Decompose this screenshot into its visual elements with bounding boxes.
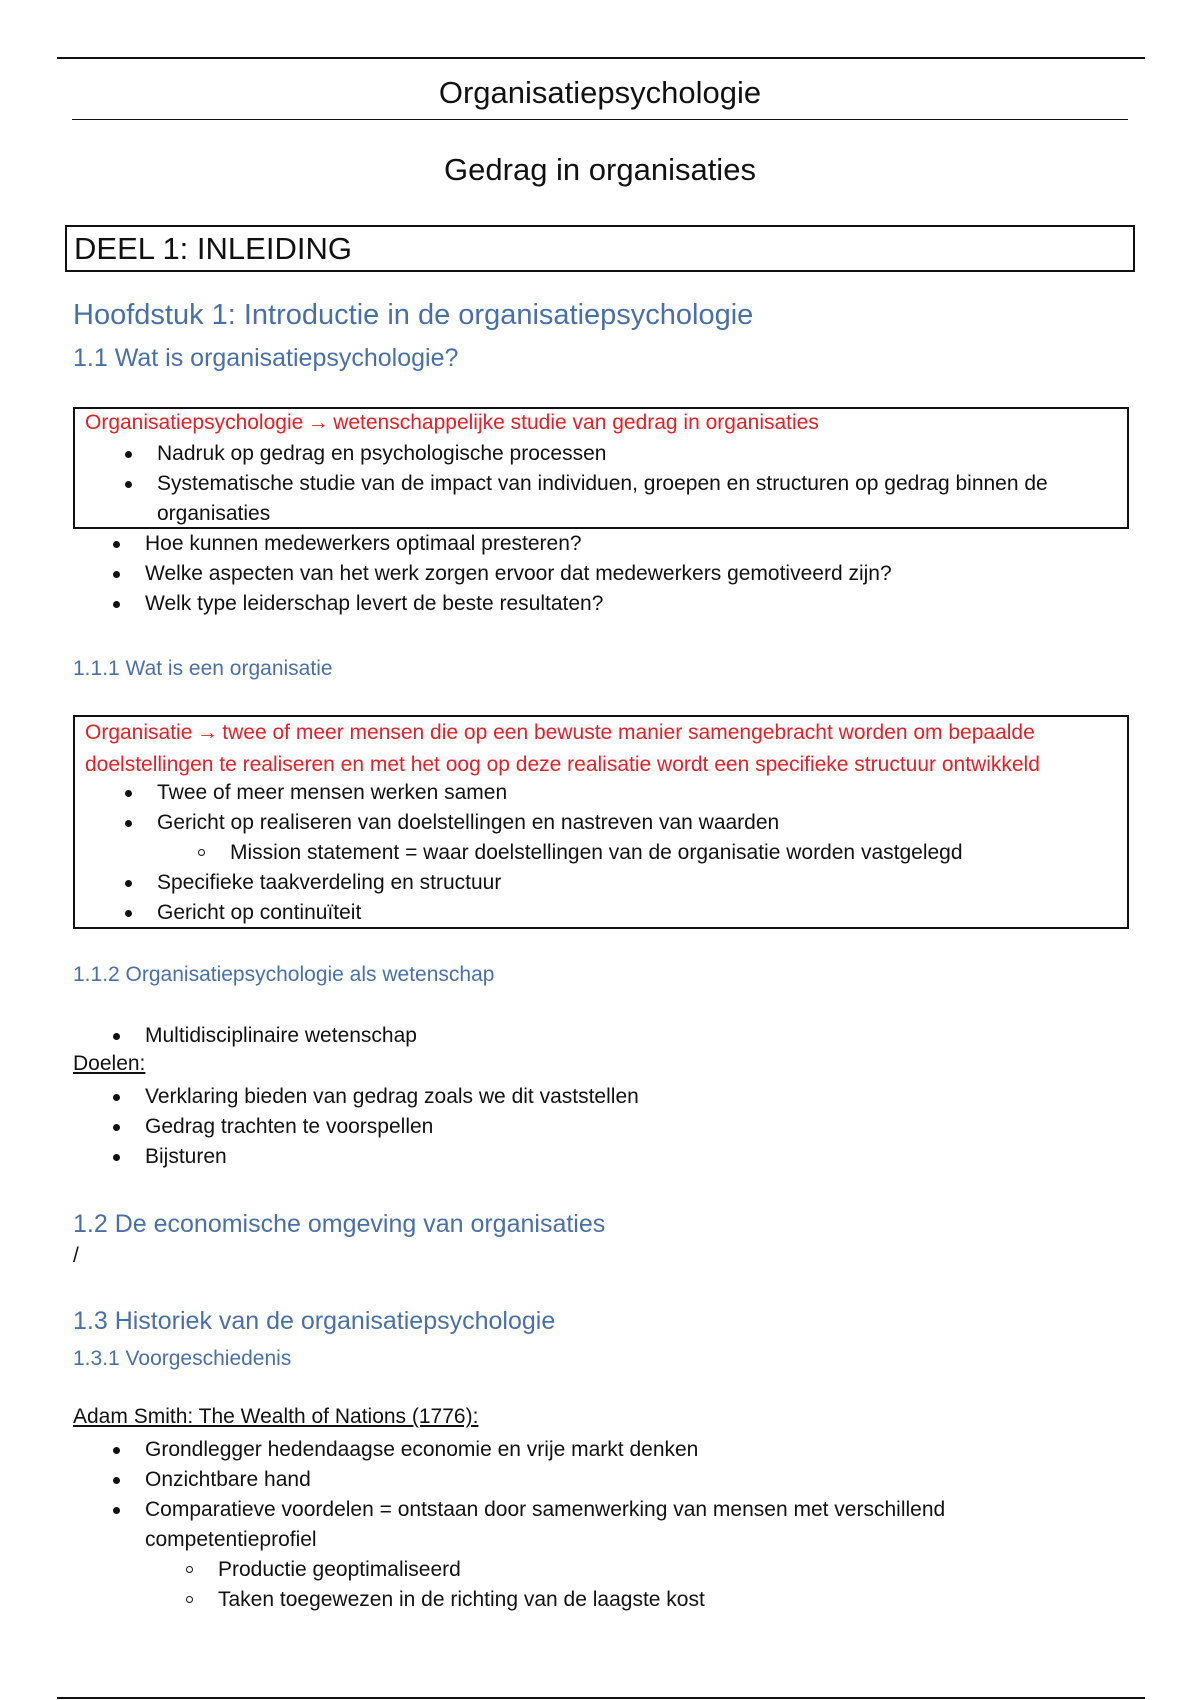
list-item: Multidisciplinaire wetenschap — [73, 1021, 1129, 1051]
arrow-icon: → — [307, 411, 329, 434]
sub-list-item: Productie geoptimaliseerd — [73, 1555, 1033, 1585]
section-1-3-title: 1.3 Historiek van de organisatiepsychologie — [73, 1307, 556, 1335]
definition-term: Organisatiepsychologie — [85, 411, 304, 434]
list-item: Verklaring bieden van gedrag zoals we dit vaststellen — [73, 1082, 1129, 1112]
sub-list-item: Taken toegewezen in de richting van de laagste kost — [73, 1585, 1033, 1615]
section-1-2-content: / — [73, 1244, 79, 1267]
part-heading: DEEL 1: INLEIDING — [65, 225, 1135, 272]
definition-line — [85, 411, 819, 435]
list-item: Welk type leiderschap levert de beste resultaten? — [73, 589, 1129, 619]
section-1-1-1-title: 1.1.1 Wat is een organisatie — [73, 657, 333, 680]
arrow-icon: → — [196, 721, 218, 744]
list-item: Gericht op realiseren van doelstellingen en nastreven van waarden — [75, 808, 1125, 838]
science-list — [73, 1021, 1129, 1051]
definition-box-organisatiepsychologie — [73, 407, 1129, 529]
definition-text: twee of meer mensen die op een bewuste manier samengebracht worden om bepaalde doelstellingen te realiseren en met het oog op deze realisatie wordt een specifieke structuur ontwikkeld — [85, 721, 1040, 776]
definition-text: wetenschappelijke studie van gedrag in organisaties — [333, 411, 819, 434]
adam-smith-label: Adam Smith: The Wealth of Nations (1776): — [73, 1405, 479, 1428]
section-1-3-1-title: 1.3.1 Voorgeschiedenis — [73, 1347, 292, 1370]
section-1-2-title: 1.2 De economische omgeving van organisaties — [73, 1210, 606, 1238]
questions-list — [73, 529, 1129, 619]
definition-bullets — [75, 778, 1125, 928]
definition-term: Organisatie — [85, 721, 193, 744]
definition-bullets — [75, 439, 1125, 529]
goals-list — [73, 1082, 1129, 1172]
list-item: Bijsturen — [73, 1142, 1129, 1172]
list-item: Hoe kunnen medewerkers optimaal presteren? — [73, 529, 1129, 559]
list-item: Grondlegger hedendaagse economie en vrije markt denken — [73, 1435, 1033, 1465]
list-item: Systematische studie van de impact van individuen, groepen en structuren op gedrag binnen de organisaties — [75, 469, 1125, 529]
list-item: Gericht op continuïteit — [75, 898, 1125, 928]
list-item: Onzichtbare hand — [73, 1465, 1033, 1495]
list-item: Welke aspecten van het werk zorgen ervoor dat medewerkers gemotiveerd zijn? — [73, 559, 1129, 589]
top-rule — [57, 57, 1145, 59]
title-underline — [72, 119, 1128, 120]
list-item: Twee of meer mensen werken samen — [75, 778, 1125, 808]
document-subtitle: Gedrag in organisaties — [444, 152, 756, 187]
chapter-title: Hoofdstuk 1: Introductie in de organisatiepsychologie — [73, 299, 754, 331]
definition-box-organisatie — [73, 715, 1129, 929]
section-1-1-2-title: 1.1.2 Organisatiepsychologie als wetenschap — [73, 963, 495, 986]
list-item: Specifieke taakverdeling en structuur — [75, 868, 1125, 898]
adam-smith-list — [73, 1435, 1033, 1615]
goals-label: Doelen: — [73, 1052, 146, 1075]
definition-line — [85, 718, 1125, 782]
document-title: Organisatiepsychologie — [438, 75, 762, 110]
list-item: Gedrag trachten te voorspellen — [73, 1112, 1129, 1142]
list-item: Nadruk op gedrag en psychologische processen — [75, 439, 1125, 469]
list-item: Comparatieve voordelen = ontstaan door samenwerking van mensen met verschillend competentieprofiel — [73, 1495, 1033, 1555]
bottom-rule — [57, 1697, 1145, 1699]
section-1-1-title: 1.1 Wat is organisatiepsychologie? — [73, 344, 459, 372]
sub-list-item: Mission statement = waar doelstellingen van de organisatie worden vastgelegd — [75, 838, 1125, 868]
